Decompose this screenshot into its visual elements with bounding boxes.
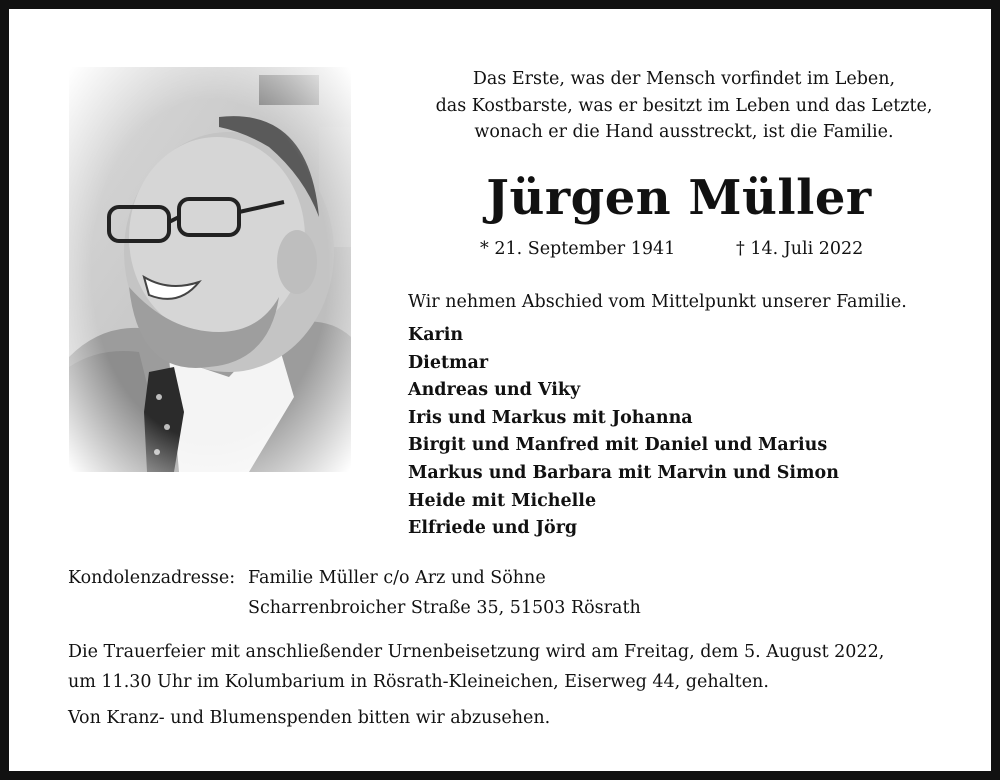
flowers-note: Von Kranz- und Blumenspenden bitten wir abzusehen. [68, 708, 551, 728]
family-member: Birgit und Manfred mit Daniel und Marius [408, 435, 828, 456]
family-member: Karin [408, 325, 464, 345]
birth-date: * 21. September 1941 [480, 239, 676, 259]
quote-line: das Kostbarste, was er besitzt im Leben und das Letzte, [435, 95, 933, 116]
condolence-label: Kondolenzadresse: [68, 568, 236, 588]
portrait-photo [69, 67, 351, 472]
family-member: Markus und Barbara mit Marvin und Simon [408, 462, 839, 483]
family-quote [404, 66, 964, 146]
family-member: Iris und Markus mit Johanna [408, 407, 693, 428]
death-date: † 14. Juli 2022 [736, 239, 864, 259]
family-member: Andreas und Viky [408, 380, 581, 401]
life-dates [9, 237, 1000, 261]
ceremony-line: um 11.30 Uhr im Kolumbarium in Rösrath-Kleineichen, Eiserweg 44, gehalten. [68, 672, 769, 692]
farewell-text: Wir nehmen Abschied vom Mittelpunkt unserer Familie. [408, 292, 907, 312]
family-member: Dietmar [408, 352, 489, 373]
ceremony-info [68, 637, 948, 697]
ceremony-line: Die Trauerfeier mit anschließender Urnenbeisetzung wird am Freitag, dem 5. August 2022, [68, 642, 885, 662]
family-list [408, 322, 968, 543]
address-line: Familie Müller c/o Arz und Söhne [248, 568, 546, 588]
quote-line: Das Erste, was der Mensch vorfindet im Leben, [472, 69, 896, 89]
condolence-address [68, 563, 948, 623]
deceased-name: Jürgen Müller [486, 170, 872, 226]
family-member: Heide mit Michelle [408, 490, 597, 511]
quote-line: wonach er die Hand ausstreckt, ist die Familie. [474, 122, 894, 142]
family-member: Elfriede und Jörg [408, 518, 578, 539]
address-line: Scharrenbroicher Straße 35, 51503 Rösrath [248, 598, 641, 618]
